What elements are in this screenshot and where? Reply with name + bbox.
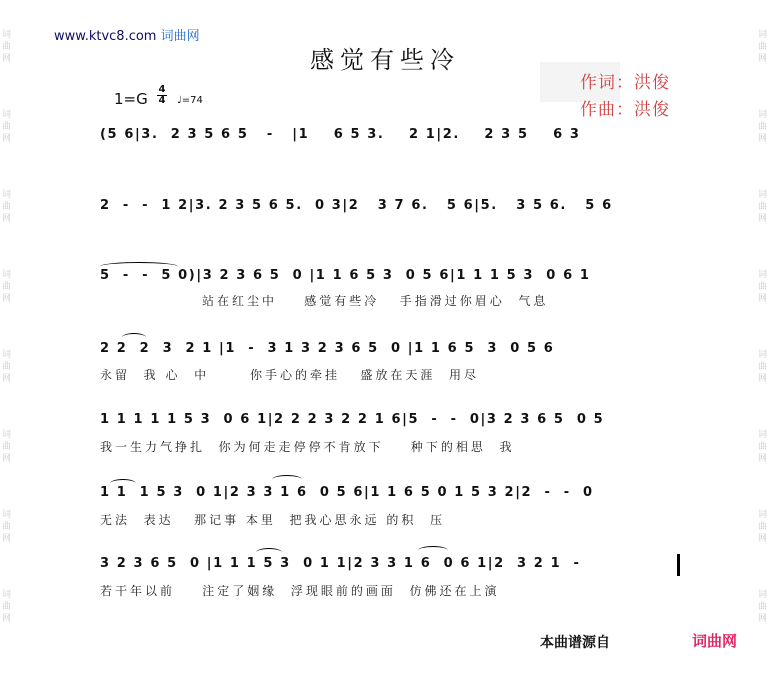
site-url: www.ktvc8.com (54, 29, 157, 44)
side-watermark-char: 网 (2, 534, 12, 544)
time-signature (157, 85, 167, 106)
side-watermark-char: 词 (2, 590, 12, 600)
side-watermark-char: 曲 (758, 202, 768, 212)
side-watermark-char: 网 (758, 54, 768, 64)
system-5-notes: 1 1 1 1 1 5 3 0 6 1|2 2 2 3 2 2 1 6|5 - - 0|3 2 3 6 5 0 5 (100, 412, 605, 427)
side-watermark-char: 词 (2, 430, 12, 440)
side-watermark-char: 网 (758, 374, 768, 384)
meter-bottom: 4 (158, 95, 166, 106)
side-watermark-char: 曲 (758, 602, 768, 612)
side-watermark-char: 曲 (2, 42, 12, 52)
side-watermark-char: 网 (758, 214, 768, 224)
side-watermark-char: 词 (758, 350, 768, 360)
system-4-notes: 2 2 2 3 2 1 |1 - 3 1 3 2 3 6 5 0 |1 1 6 5 3 0 5 6 (100, 341, 555, 356)
side-watermark-char: 网 (2, 374, 12, 384)
side-watermark-char: 网 (2, 454, 12, 464)
side-watermark-char: 词 (2, 270, 12, 280)
slur-arc (418, 546, 448, 555)
side-watermark-char: 网 (2, 54, 12, 64)
side-watermark-char: 词 (2, 190, 12, 200)
side-watermark-char: 词 (758, 430, 768, 440)
side-watermark-char: 词 (2, 110, 12, 120)
side-watermark-char: 曲 (758, 522, 768, 532)
system-3-lyrics: 站在红尘中 感觉有些冷 手指滑过你眉心 气息 (202, 294, 549, 308)
side-watermark-char: 词 (758, 190, 768, 200)
system-1-notes: (5 6|3. 2 3 5 6 5 - |1 6 5 3. 2 1|2. 2 3 5 6 3 (100, 127, 581, 142)
side-watermark-char: 网 (758, 294, 768, 304)
side-watermark-char: 词 (758, 110, 768, 120)
lyricist-credit: 作词：洪俊 (580, 73, 670, 93)
side-watermark-char: 网 (2, 134, 12, 144)
side-watermark-char: 词 (758, 510, 768, 520)
final-barline (677, 554, 680, 576)
side-watermark-char: 网 (758, 454, 768, 464)
right-watermark-strip (756, 0, 770, 683)
slur-arc (272, 475, 302, 484)
system-5-lyrics: 我一生力气挣扎 你为何走走停停不肯放下 种下的相思 我 (100, 440, 515, 454)
side-watermark-char: 曲 (758, 442, 768, 452)
side-watermark-char: 词 (2, 350, 12, 360)
side-watermark-char: 曲 (2, 602, 12, 612)
side-watermark-char: 曲 (2, 522, 12, 532)
side-watermark-char: 词 (758, 270, 768, 280)
side-watermark-char: 网 (2, 614, 12, 624)
side-watermark-char: 网 (758, 614, 768, 624)
side-watermark-char: 网 (758, 534, 768, 544)
side-watermark-char: 词 (2, 510, 12, 520)
source-note: 本曲谱源自 (540, 635, 610, 651)
side-watermark-char: 词 (758, 30, 768, 40)
system-4-lyrics: 永留 我 心 中 你手心的牵挂 盛放在天涯 用尽 (100, 368, 480, 382)
key-signature: 1=G (114, 90, 148, 108)
left-watermark-strip (0, 0, 14, 683)
side-watermark-char: 网 (2, 214, 12, 224)
side-watermark-char: 词 (758, 590, 768, 600)
system-7-notes: 3 2 3 6 5 0 |1 1 1 5 3 0 1 1|2 3 3 1 6 0 6 1|2 3 2 1 - (100, 556, 581, 571)
side-watermark-char: 曲 (2, 282, 12, 292)
side-watermark-char: 曲 (2, 442, 12, 452)
side-watermark-char: 曲 (758, 122, 768, 132)
composer-credit: 作曲：洪俊 (580, 100, 670, 120)
system-7-lyrics: 若干年以前 注定了姻缘 浮现眼前的画面 仿佛还在上演 (100, 584, 500, 598)
side-watermark-char: 曲 (758, 282, 768, 292)
song-title: 感觉有些冷 (310, 46, 460, 74)
side-watermark-char: 曲 (2, 362, 12, 372)
system-6-lyrics: 无法 表达 那记事 本里 把我心思永远 的积 压 (100, 513, 445, 527)
side-watermark-char: 网 (2, 294, 12, 304)
side-watermark-char: 词 (2, 30, 12, 40)
side-watermark-char: 曲 (758, 362, 768, 372)
brand-logo: 词曲网 (692, 632, 738, 650)
tempo-marking: ♩=74 (177, 95, 203, 106)
side-watermark-char: 曲 (758, 42, 768, 52)
system-6-notes: 1 1 1 5 3 0 1|2 3 3 1 6 0 5 6|1 1 6 5 0 1 5 3 2|2 - - 0 (100, 485, 594, 500)
site-brand: 词曲网 (160, 29, 200, 44)
side-watermark-char: 网 (758, 134, 768, 144)
meter-top: 4 (158, 84, 166, 95)
side-watermark-char: 曲 (2, 122, 12, 132)
system-2-notes: 2 - - 1 2|3. 2 3 5 6 5. 0 3|2 3 7 6. 5 6|5. 3 5 6. 5 6 (100, 198, 613, 213)
system-3-notes: 5 - - 5 0)|3 2 3 6 5 0 |1 1 6 5 3 0 5 6|1 1 1 5 3 0 6 1 (100, 268, 591, 283)
side-watermark-char: 曲 (2, 202, 12, 212)
